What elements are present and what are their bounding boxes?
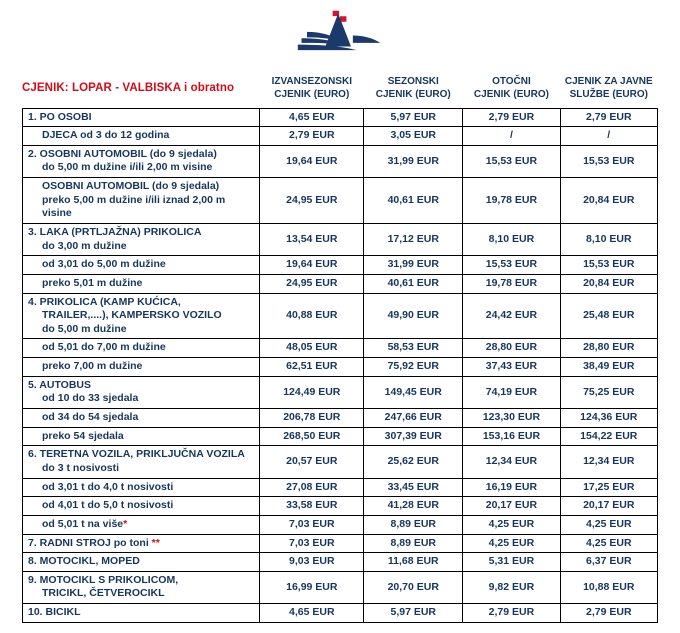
logo-container <box>0 0 680 52</box>
row-label-line: preko 54 sjedala <box>42 429 124 442</box>
price-cell: 75,92 EUR <box>364 358 463 377</box>
price-cell: 2,79 EUR <box>463 604 560 623</box>
row-label-line: od 34 do 54 sjedala <box>42 411 139 424</box>
price-cell: 9,82 EUR <box>463 571 560 603</box>
row-label-line: do 3 t nosivosti <box>42 461 120 474</box>
price-cell: 4,25 EUR <box>463 515 560 534</box>
price-cell: 307,39 EUR <box>364 427 463 446</box>
price-cell: 27,08 EUR <box>260 478 364 497</box>
table-row <box>23 497 658 516</box>
row-label <box>23 571 260 603</box>
price-cell: 6,37 EUR <box>560 553 657 572</box>
price-cell: 24,95 EUR <box>260 274 364 293</box>
row-label-line: DJECA od 3 do 12 godina <box>42 129 170 142</box>
price-cell: 123,30 EUR <box>463 409 560 428</box>
price-cell: 20,57 EUR <box>260 446 364 478</box>
price-cell: 20,17 EUR <box>560 497 657 516</box>
price-cell: 268,50 EUR <box>260 427 364 446</box>
row-label-line: 5. AUTOBUS <box>28 378 92 391</box>
row-label <box>23 274 260 293</box>
row-label-line: preko 7,00 m dužine <box>42 360 143 373</box>
table-row <box>23 553 658 572</box>
price-cell: 19,78 EUR <box>463 178 560 224</box>
price-cell: 24,42 EUR <box>463 293 560 339</box>
price-cell: / <box>463 127 560 146</box>
price-cell: 2,79 EUR <box>463 108 560 127</box>
row-label <box>23 478 260 497</box>
row-label-line: od 3,01 do 5,00 m dužine <box>42 258 166 271</box>
row-label-line: do 5,00 m dužine i/ili 2,00 m visine <box>42 161 213 174</box>
price-cell: 4,25 EUR <box>463 534 560 553</box>
row-label <box>23 409 260 428</box>
price-cell: 8,89 EUR <box>364 515 463 534</box>
header-blank <box>23 70 260 108</box>
header-col-1: SEZONSKI CJENIK (EURO) <box>375 76 451 100</box>
row-label <box>23 358 260 377</box>
price-cell: 33,45 EUR <box>364 478 463 497</box>
price-cell: 8,89 EUR <box>364 534 463 553</box>
footnote-marker: * <box>123 517 128 530</box>
table-header-row <box>23 70 658 108</box>
row-label-line: od 5,01 do 7,00 m dužine <box>42 341 166 354</box>
price-cell: 4,25 EUR <box>560 515 657 534</box>
row-label-line: od 3,01 t do 4,0 t nosivosti <box>42 480 174 493</box>
price-cell: 74,19 EUR <box>463 376 560 408</box>
price-cell: 19,78 EUR <box>463 274 560 293</box>
row-label <box>23 376 260 408</box>
price-cell: 8,10 EUR <box>463 223 560 255</box>
price-cell: 24,95 EUR <box>260 178 364 224</box>
row-label <box>23 256 260 275</box>
price-cell: 11,68 EUR <box>364 553 463 572</box>
price-cell: 28,80 EUR <box>463 339 560 358</box>
price-cell: 154,22 EUR <box>560 427 657 446</box>
price-cell: 49,90 EUR <box>364 293 463 339</box>
price-cell: 17,12 EUR <box>364 223 463 255</box>
row-label <box>23 427 260 446</box>
price-cell: 4,65 EUR <box>260 108 364 127</box>
row-label-line: TRAILER,....), KAMPERSKO VOZILO <box>42 309 222 322</box>
price-cell: 19,64 EUR <box>260 256 364 275</box>
price-cell: 19,64 EUR <box>260 145 364 177</box>
price-cell: 2,79 EUR <box>560 604 657 623</box>
price-cell: 7,03 EUR <box>260 515 364 534</box>
price-cell: 5,97 EUR <box>364 108 463 127</box>
price-cell: 40,61 EUR <box>364 178 463 224</box>
price-cell: 2,79 EUR <box>260 127 364 146</box>
footnote-marker: ** <box>151 536 160 549</box>
price-cell: 20,84 EUR <box>560 274 657 293</box>
price-cell: 20,70 EUR <box>364 571 463 603</box>
price-cell: 4,65 EUR <box>260 604 364 623</box>
price-cell: 16,19 EUR <box>463 478 560 497</box>
table-row <box>23 604 658 623</box>
table-row <box>23 145 658 177</box>
row-label-line: 3. LAKA (PRTLJAŽNA) PRIKOLICA <box>28 225 202 238</box>
price-cell: 62,51 EUR <box>260 358 364 377</box>
row-label <box>23 515 260 534</box>
price-cell: 15,53 EUR <box>463 256 560 275</box>
price-cell: 37,43 EUR <box>463 358 560 377</box>
price-cell: 25,62 EUR <box>364 446 463 478</box>
price-cell: 75,25 EUR <box>560 376 657 408</box>
price-cell: 33,58 EUR <box>260 497 364 516</box>
page-title: CJENIK: LOPAR - VALBISKA i obratno <box>22 82 235 94</box>
jadrolinija-logo <box>285 8 395 52</box>
price-cell: 9,03 EUR <box>260 553 364 572</box>
price-cell: 31,99 EUR <box>364 145 463 177</box>
table-row <box>23 274 658 293</box>
row-label <box>23 293 260 339</box>
header-col-0: IZVANSEZONSKI CJENIK (EURO) <box>271 76 352 100</box>
table-row <box>23 108 658 127</box>
row-label <box>23 127 260 146</box>
price-cell: 40,88 EUR <box>260 293 364 339</box>
row-label-line: 2. OSOBNI AUTOMOBIL (do 9 sjedala) <box>28 147 217 160</box>
row-label-line: preko 5,00 m dužine i/ili iznad 2,00 m visine <box>42 193 226 220</box>
row-label <box>23 553 260 572</box>
row-label-line: 6. TERETNA VOZILA, PRIKLJUČNA VOZILA <box>28 448 245 461</box>
price-cell: 16,99 EUR <box>260 571 364 603</box>
price-cell: 15,53 EUR <box>463 145 560 177</box>
table-row <box>23 339 658 358</box>
price-cell: 8,10 EUR <box>560 223 657 255</box>
row-label-line: do 5,00 m dužine <box>42 322 127 335</box>
row-label <box>23 604 260 623</box>
table-row <box>23 293 658 339</box>
row-label-line: od 5,01 t na više* <box>42 517 128 530</box>
table-row <box>23 427 658 446</box>
price-cell: 17,25 EUR <box>560 478 657 497</box>
price-cell: 38,49 EUR <box>560 358 657 377</box>
row-label-line: 8. MOTOCIKL, MOPED <box>28 555 140 568</box>
price-cell: 40,61 EUR <box>364 274 463 293</box>
price-cell: 247,66 EUR <box>364 409 463 428</box>
table-row <box>23 358 658 377</box>
price-cell: 3,05 EUR <box>364 127 463 146</box>
price-cell: 15,53 EUR <box>560 145 657 177</box>
price-cell: 149,45 EUR <box>364 376 463 408</box>
row-label-line: OSOBNI AUTOMOBIL (do 9 sjedala) <box>42 180 220 193</box>
row-label-line: preko 5,01 m dužine <box>42 276 143 289</box>
price-cell: 5,31 EUR <box>463 553 560 572</box>
price-cell: 206,78 EUR <box>260 409 364 428</box>
price-cell: 124,36 EUR <box>560 409 657 428</box>
row-label <box>23 534 260 553</box>
price-cell: 153,16 EUR <box>463 427 560 446</box>
row-label-line: od 10 do 33 sjedala <box>42 392 139 405</box>
row-label <box>23 108 260 127</box>
price-cell: 13,54 EUR <box>260 223 364 255</box>
price-cell: 12,34 EUR <box>463 446 560 478</box>
table-row <box>23 127 658 146</box>
table-row <box>23 515 658 534</box>
table-row <box>23 256 658 275</box>
table-row <box>23 571 658 603</box>
price-cell: 15,53 EUR <box>560 256 657 275</box>
row-label <box>23 497 260 516</box>
row-label-line: 1. PO OSOBI <box>28 110 92 123</box>
price-cell: 4,25 EUR <box>560 534 657 553</box>
row-label <box>23 223 260 255</box>
price-cell: 5,97 EUR <box>364 604 463 623</box>
price-table <box>22 70 658 623</box>
header-col-3: CJENIK ZA JAVNE SLUŽBE (EURO) <box>564 76 653 100</box>
header-col-2: OTOČNI CJENIK (EURO) <box>473 76 549 100</box>
price-cell: 20,17 EUR <box>463 497 560 516</box>
table-row <box>23 223 658 255</box>
row-label-line: 10. BICIKL <box>28 606 81 619</box>
price-cell: 7,03 EUR <box>260 534 364 553</box>
price-cell: 58,53 EUR <box>364 339 463 358</box>
price-cell: 124,49 EUR <box>260 376 364 408</box>
price-cell: 48,05 EUR <box>260 339 364 358</box>
price-cell: 2,79 EUR <box>560 108 657 127</box>
row-label <box>23 145 260 177</box>
price-cell: 25,48 EUR <box>560 293 657 339</box>
price-cell: 41,28 EUR <box>364 497 463 516</box>
table-row <box>23 534 658 553</box>
row-label <box>23 446 260 478</box>
price-cell: 28,80 EUR <box>560 339 657 358</box>
table-row <box>23 409 658 428</box>
row-label-line: 4. PRIKOLICA (KAMP KUĆICA, <box>28 295 181 308</box>
row-label <box>23 178 260 224</box>
table-body <box>23 108 658 622</box>
table-row <box>23 446 658 478</box>
price-cell: 31,99 EUR <box>364 256 463 275</box>
price-cell: / <box>560 127 657 146</box>
row-label <box>23 339 260 358</box>
row-label-line: do 3,00 m dužine <box>42 239 127 252</box>
price-cell: 20,84 EUR <box>560 178 657 224</box>
table-row <box>23 478 658 497</box>
row-label-line: od 4,01 t do 5,0 t nosivosti <box>42 499 174 512</box>
price-cell: 12,34 EUR <box>560 446 657 478</box>
price-cell: 10,88 EUR <box>560 571 657 603</box>
table-row <box>23 376 658 408</box>
row-label-line: 7. RADNI STROJ po toni ** <box>28 536 160 549</box>
row-label-line: TRICIKL, ČETVEROCIKL <box>42 587 165 600</box>
table-row <box>23 178 658 224</box>
row-label-line: 9. MOTOCIKL S PRIKOLICOM, <box>28 573 179 586</box>
